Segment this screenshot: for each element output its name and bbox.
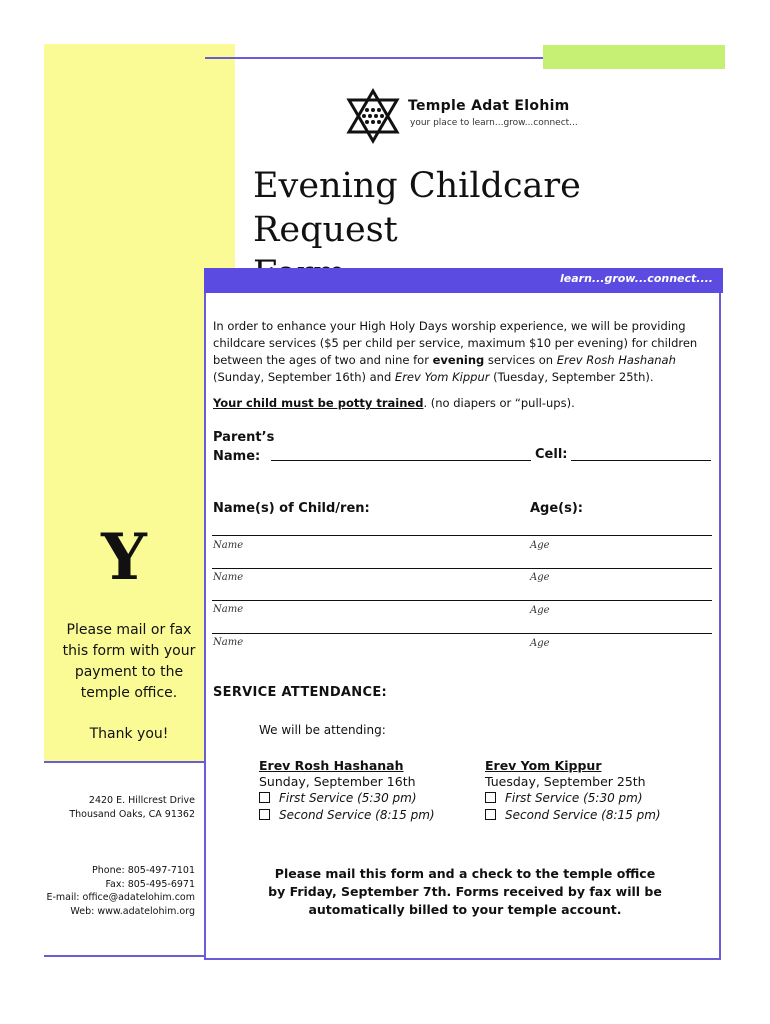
sidebar-divider [44, 761, 204, 763]
checkbox[interactable] [485, 792, 496, 803]
attending-lead: We will be attending: [259, 723, 386, 737]
sidebar-big-letter: Y [101, 520, 147, 595]
thank-you: Thank you! [89, 726, 169, 742]
potty-notice: Your child must be potty trained. (no diapers or “pull-ups). [213, 396, 575, 410]
children-names-header: Name(s) of Child/ren: [213, 501, 370, 516]
child-name-placeholder: Name [213, 540, 244, 551]
service-option[interactable]: Second Service (8:15 pm) [259, 808, 435, 822]
child-name-field[interactable] [212, 535, 712, 536]
service-option[interactable]: First Service (5:30 pm) [485, 791, 661, 805]
page-title: Evening Childcare Request [253, 166, 581, 250]
address: 2420 E. Hillcrest Drive Thousand Oaks, CA 91362 [69, 795, 195, 820]
child-age-placeholder: Age [530, 540, 550, 551]
service-date: Tuesday, September 25th [485, 774, 646, 789]
service-option[interactable]: Second Service (8:15 pm) [485, 808, 661, 822]
service-date: Sunday, September 16th [259, 774, 416, 789]
sidebar-divider [44, 955, 204, 957]
phone: Phone: 805-497-7101 [92, 865, 195, 876]
banner-text: learn...grow...connect.... [560, 272, 713, 285]
child-name-field[interactable] [212, 600, 712, 601]
service-attendance-title: SERVICE ATTENDANCE: [213, 685, 387, 700]
service-title: Erev Rosh Hashanah [259, 758, 404, 773]
fax: Fax: 805-495-6971 [105, 878, 195, 890]
closing-instructions: Please mail this form and a check to the temple office by Friday, September 7th. Forms received by fax will be automatically billed to your temple account. [268, 866, 662, 917]
service-erev-rosh-hashanah [259, 758, 435, 822]
child-age-placeholder: Age [530, 605, 550, 616]
website: Web: www.adatelohim.org [70, 905, 195, 917]
org-name: Temple Adat Elohim [408, 98, 570, 114]
child-name-placeholder: Name [213, 604, 244, 615]
checkbox[interactable] [259, 809, 270, 820]
child-name-field[interactable] [212, 633, 712, 634]
intro-paragraph: In order to enhance your High Holy Days worship experience, we will be providing childcare services ($5 per child per service, maximum $10 per evening) for children between the ages of two and nine for evening services on Erev Rosh Hashanah (Sunday, September 16th) and Erev Yom Kippur (Tuesday, September 25th). [213, 319, 698, 384]
child-age-placeholder: Age [530, 572, 550, 583]
children-ages-header: Age(s): [530, 501, 584, 516]
service-option[interactable]: First Service (5:30 pm) [259, 791, 435, 805]
corner-accent [543, 45, 725, 69]
service-title: Erev Yom Kippur [485, 758, 602, 773]
checkbox[interactable] [485, 809, 496, 820]
child-name-placeholder: Name [213, 572, 244, 583]
contact-info [44, 864, 195, 918]
cell-field[interactable] [571, 460, 711, 461]
child-age-placeholder: Age [530, 638, 550, 649]
mail-instructions: Please mail or fax this form with your payment to the temple office. [62, 622, 196, 701]
child-name-field[interactable] [212, 568, 712, 569]
checkbox[interactable] [259, 792, 270, 803]
child-name-placeholder: Name [213, 637, 244, 648]
cell-label: Cell: [535, 447, 568, 462]
star-of-david-logo-icon [345, 88, 401, 144]
parent-name-label: Parent’s Name: [213, 430, 275, 464]
parent-name-field[interactable] [271, 460, 531, 461]
email: E-mail: office@adatelohim.com [46, 892, 195, 903]
service-erev-yom-kippur [485, 758, 661, 822]
banner [204, 268, 723, 293]
org-tagline: your place to learn...grow...connect... [410, 118, 578, 128]
